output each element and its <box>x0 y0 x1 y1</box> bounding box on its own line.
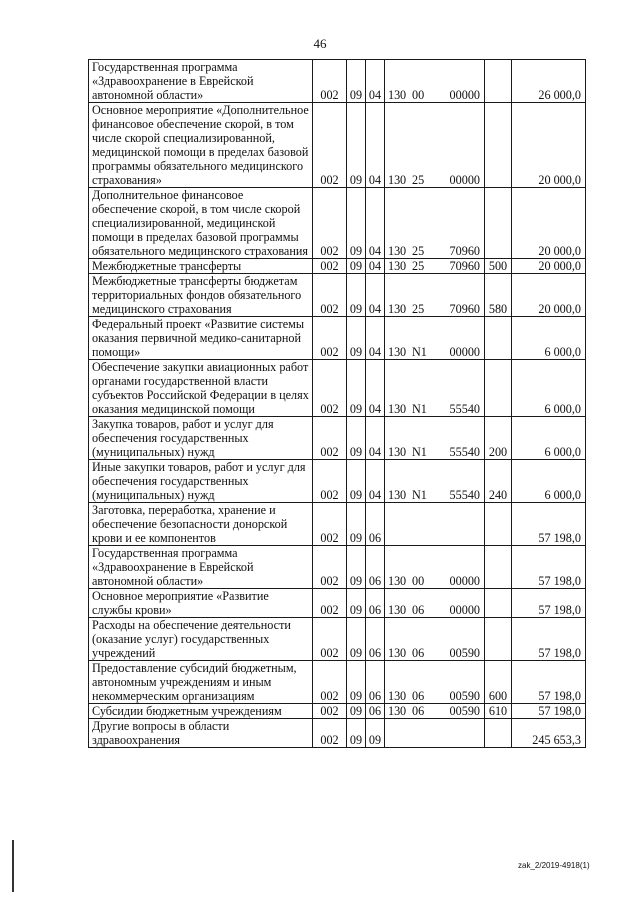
target-article-part: 70960 <box>449 259 480 273</box>
table-row <box>89 503 586 546</box>
target-article-part: 13 <box>388 646 401 660</box>
target-article-part: 70960 <box>449 244 480 258</box>
target-article-cell <box>385 704 485 719</box>
target-article-part: 0 <box>400 689 407 703</box>
expense-type-cell <box>485 719 512 748</box>
target-article-part: 0 <box>400 445 407 459</box>
ministry-code-cell: 002 <box>313 618 347 661</box>
target-article-part: 13 <box>388 88 401 102</box>
subsection-cell: 06 <box>366 618 385 661</box>
target-article-cell <box>385 460 485 503</box>
subsection-cell: 06 <box>366 589 385 618</box>
expense-name-cell: Основное мероприятие «Дополнительное финансовое обеспечение скорой, в том числе скорой специализированной, медицинской помощи в пределах базовой программы обязательного медицинского страхования» <box>89 103 313 188</box>
expense-name-cell: Заготовка, переработка, хранение и обеспечение безопасности донорской крови и ее компонентов <box>89 503 313 546</box>
target-article-part: 0 <box>400 244 407 258</box>
expense-name-cell: Межбюджетные трансферты бюджетам территориальных фондов обязательного медицинского страхования <box>89 274 313 317</box>
subsection-cell: 06 <box>366 546 385 589</box>
subsection-cell: 06 <box>366 704 385 719</box>
amount-cell: 20 000,0 <box>512 103 586 188</box>
target-article-part: 00 <box>412 574 425 588</box>
target-article-part: 00000 <box>449 603 480 617</box>
expense-name-cell: Расходы на обеспечение деятельности (оказание услуг) государственных учреждений <box>89 618 313 661</box>
target-article-part: 00000 <box>449 574 480 588</box>
margin-line <box>12 840 14 892</box>
section-cell: 09 <box>347 704 366 719</box>
amount-cell: 57 198,0 <box>512 704 586 719</box>
amount-cell: 6 000,0 <box>512 360 586 417</box>
target-article-cell <box>385 103 485 188</box>
subsection-cell: 04 <box>366 460 385 503</box>
table-row <box>89 274 586 317</box>
expense-type-cell <box>485 589 512 618</box>
section-cell: 09 <box>347 360 366 417</box>
expense-type-cell: 240 <box>485 460 512 503</box>
expense-name-cell: Межбюджетные трансферты <box>89 259 313 274</box>
target-article-cell <box>385 317 485 360</box>
subsection-cell: 04 <box>366 274 385 317</box>
target-article-part: N1 <box>412 488 427 502</box>
expense-name-cell: Дополнительное финансовое обеспечение скорой, в том числе скорой специализированной, медицинской помощи в пределах базовой программы обязательного медицинского страхования <box>89 188 313 259</box>
amount-cell: 20 000,0 <box>512 274 586 317</box>
target-article-part: 00590 <box>449 689 480 703</box>
target-article-part: 13 <box>388 173 401 187</box>
target-article-part: 06 <box>412 646 425 660</box>
target-article-cell <box>385 503 485 546</box>
target-article-part: 13 <box>388 244 401 258</box>
target-article-cell <box>385 661 485 704</box>
table-row <box>89 589 586 618</box>
section-cell: 09 <box>347 719 366 748</box>
expense-name-cell: Государственная программа «Здравоохранение в Еврейской автономной области» <box>89 60 313 103</box>
target-article-part: 13 <box>388 259 401 273</box>
ministry-code-cell: 002 <box>313 661 347 704</box>
table-row <box>89 360 586 417</box>
target-article-part: 0 <box>400 88 407 102</box>
expense-name-cell: Предоставление субсидий бюджетным, автономным учреждениям и иным некоммерческим организациям <box>89 661 313 704</box>
expense-type-cell <box>485 60 512 103</box>
target-article-part: 25 <box>412 173 425 187</box>
section-cell: 09 <box>347 589 366 618</box>
table-row <box>89 661 586 704</box>
expense-type-cell <box>485 546 512 589</box>
expense-type-cell: 610 <box>485 704 512 719</box>
target-article-part: 0 <box>400 704 407 718</box>
ministry-code-cell: 002 <box>313 103 347 188</box>
target-article-part: 13 <box>388 488 401 502</box>
amount-cell: 6 000,0 <box>512 460 586 503</box>
target-article-part: 13 <box>388 402 401 416</box>
expense-type-cell <box>485 503 512 546</box>
target-article-cell <box>385 618 485 661</box>
subsection-cell: 04 <box>366 259 385 274</box>
section-cell: 09 <box>347 60 366 103</box>
expense-type-cell <box>485 103 512 188</box>
ministry-code-cell: 002 <box>313 360 347 417</box>
section-cell: 09 <box>347 618 366 661</box>
target-article-part: 00590 <box>449 704 480 718</box>
ministry-code-cell: 002 <box>313 417 347 460</box>
table-row <box>89 719 586 748</box>
target-article-part: 00000 <box>449 88 480 102</box>
target-article-part: 13 <box>388 302 401 316</box>
section-cell: 09 <box>347 460 366 503</box>
table-row <box>89 259 586 274</box>
target-article-cell <box>385 417 485 460</box>
target-article-cell <box>385 546 485 589</box>
ministry-code-cell: 002 <box>313 719 347 748</box>
target-article-part: 0 <box>400 574 407 588</box>
expense-type-cell <box>485 317 512 360</box>
expense-name-cell: Субсидии бюджетным учреждениям <box>89 704 313 719</box>
target-article-part: 0 <box>400 402 407 416</box>
expense-name-cell: Государственная программа «Здравоохранение в Еврейской автономной области» <box>89 546 313 589</box>
target-article-part: 25 <box>412 302 425 316</box>
table-row <box>89 704 586 719</box>
target-article-part: 13 <box>388 445 401 459</box>
target-article-part: 0 <box>400 488 407 502</box>
target-article-part: 06 <box>412 603 425 617</box>
amount-cell: 6 000,0 <box>512 317 586 360</box>
subsection-cell: 04 <box>366 60 385 103</box>
subsection-cell: 04 <box>366 103 385 188</box>
target-article-part: 06 <box>412 689 425 703</box>
target-article-part: N1 <box>412 345 427 359</box>
table-row <box>89 618 586 661</box>
expense-type-cell <box>485 360 512 417</box>
target-article-part: 13 <box>388 689 401 703</box>
subsection-cell: 04 <box>366 360 385 417</box>
target-article-part: 55540 <box>449 402 480 416</box>
target-article-cell <box>385 589 485 618</box>
target-article-part: 70960 <box>449 302 480 316</box>
target-article-cell <box>385 60 485 103</box>
ministry-code-cell: 002 <box>313 503 347 546</box>
expense-name-cell: Иные закупки товаров, работ и услуг для обеспечения государственных (муниципальных) нужд <box>89 460 313 503</box>
table-row <box>89 546 586 589</box>
section-cell: 09 <box>347 103 366 188</box>
target-article-part: N1 <box>412 445 427 459</box>
section-cell: 09 <box>347 317 366 360</box>
amount-cell: 26 000,0 <box>512 60 586 103</box>
expense-name-cell: Федеральный проект «Развитие системы оказания первичной медико-санитарной помощи» <box>89 317 313 360</box>
section-cell: 09 <box>347 503 366 546</box>
subsection-cell: 04 <box>366 317 385 360</box>
table-row <box>89 417 586 460</box>
expense-name-cell: Другие вопросы в области здравоохранения <box>89 719 313 748</box>
section-cell: 09 <box>347 259 366 274</box>
target-article-part: 00000 <box>449 173 480 187</box>
target-article-part: 55540 <box>449 488 480 502</box>
target-article-cell <box>385 274 485 317</box>
section-cell: 09 <box>347 546 366 589</box>
expense-type-cell: 500 <box>485 259 512 274</box>
expense-name-cell: Закупка товаров, работ и услуг для обеспечения государственных (муниципальных) нужд <box>89 417 313 460</box>
ministry-code-cell: 002 <box>313 188 347 259</box>
expense-type-cell: 200 <box>485 417 512 460</box>
ministry-code-cell: 002 <box>313 460 347 503</box>
target-article-part: 0 <box>400 345 407 359</box>
target-article-part: 00 <box>412 88 425 102</box>
amount-cell: 20 000,0 <box>512 259 586 274</box>
table-row <box>89 60 586 103</box>
amount-cell: 57 198,0 <box>512 661 586 704</box>
section-cell: 09 <box>347 661 366 704</box>
ministry-code-cell: 002 <box>313 274 347 317</box>
amount-cell: 57 198,0 <box>512 589 586 618</box>
table-row <box>89 460 586 503</box>
target-article-cell <box>385 259 485 274</box>
ministry-code-cell: 002 <box>313 317 347 360</box>
expense-name-cell: Обеспечение закупки авиационных работ органами государственной власти субъектов Российской Федерации в целях оказания медицинской помощи <box>89 360 313 417</box>
page-number: 46 <box>313 36 327 51</box>
target-article-part: 25 <box>412 244 425 258</box>
target-article-part: 13 <box>388 345 401 359</box>
subsection-cell: 06 <box>366 503 385 546</box>
subsection-cell: 09 <box>366 719 385 748</box>
ministry-code-cell: 002 <box>313 60 347 103</box>
target-article-part: 13 <box>388 574 401 588</box>
target-article-part: 13 <box>388 704 401 718</box>
target-article-part: 0 <box>400 646 407 660</box>
target-article-part: 00000 <box>449 345 480 359</box>
amount-cell: 57 198,0 <box>512 503 586 546</box>
expense-name-cell: Основное мероприятие «Развитие службы крови» <box>89 589 313 618</box>
table-row <box>89 188 586 259</box>
table-body <box>89 60 586 748</box>
subsection-cell: 04 <box>366 188 385 259</box>
amount-cell: 57 198,0 <box>512 618 586 661</box>
expense-type-cell <box>485 188 512 259</box>
target-article-part: 0 <box>400 302 407 316</box>
subsection-cell: 06 <box>366 661 385 704</box>
target-article-cell <box>385 360 485 417</box>
target-article-part: 0 <box>400 259 407 273</box>
target-article-cell <box>385 719 485 748</box>
ministry-code-cell: 002 <box>313 259 347 274</box>
target-article-part: 00590 <box>449 646 480 660</box>
amount-cell: 20 000,0 <box>512 188 586 259</box>
target-article-cell <box>385 188 485 259</box>
target-article-part: 55540 <box>449 445 480 459</box>
target-article-part: 06 <box>412 704 425 718</box>
table-row <box>89 317 586 360</box>
subsection-cell: 04 <box>366 417 385 460</box>
target-article-part: 13 <box>388 603 401 617</box>
amount-cell: 6 000,0 <box>512 417 586 460</box>
section-cell: 09 <box>347 274 366 317</box>
target-article-part: 25 <box>412 259 425 273</box>
amount-cell: 57 198,0 <box>512 546 586 589</box>
ministry-code-cell: 002 <box>313 546 347 589</box>
target-article-part: 0 <box>400 173 407 187</box>
target-article-part: N1 <box>412 402 427 416</box>
budget-table <box>88 59 586 748</box>
section-cell: 09 <box>347 188 366 259</box>
document-code: zak_2/2019-4918(1) <box>518 861 590 870</box>
expense-type-cell: 600 <box>485 661 512 704</box>
target-article-part: 0 <box>400 603 407 617</box>
ministry-code-cell: 002 <box>313 589 347 618</box>
expense-type-cell: 580 <box>485 274 512 317</box>
ministry-code-cell: 002 <box>313 704 347 719</box>
expense-type-cell <box>485 618 512 661</box>
section-cell: 09 <box>347 417 366 460</box>
table-row <box>89 103 586 188</box>
amount-cell: 245 653,3 <box>512 719 586 748</box>
